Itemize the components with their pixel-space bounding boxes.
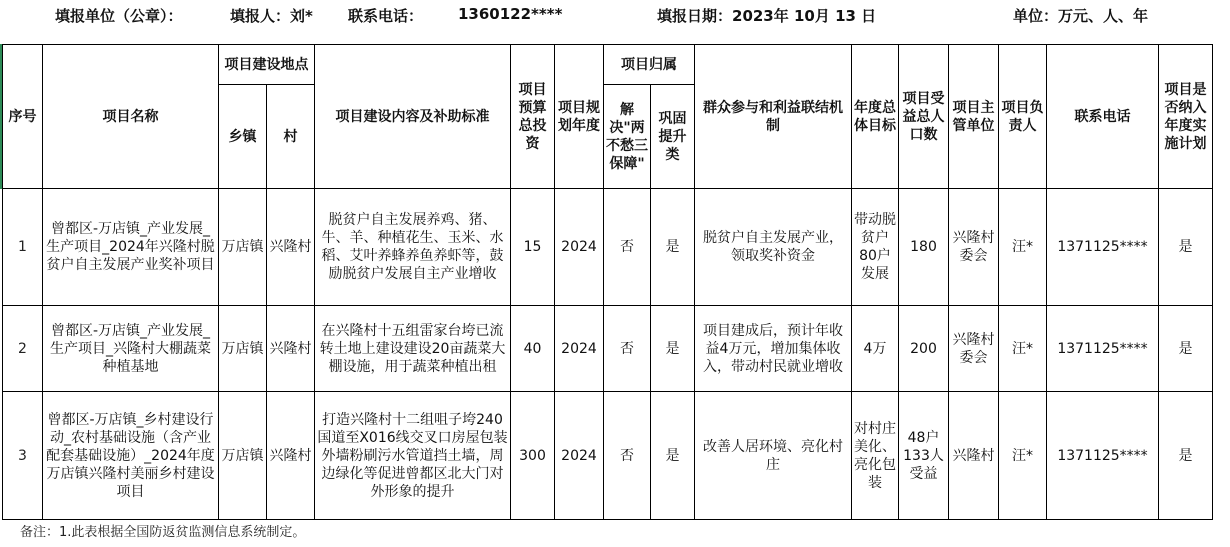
cell-belong-a: 否 [604,189,651,306]
col-person: 项目负责人 [999,45,1047,189]
cell-goal: 带动脱贫户80户发展 [852,189,899,306]
report-header [0,0,1230,30]
table-row [3,392,1213,520]
cell-year: 2024 [555,392,604,520]
col-belong-b: 巩固提升类 [651,85,695,189]
cell-seq: 1 [3,189,43,306]
cell-name: 曾都区-万店镇_产业发展_生产项目_兴隆村大棚蔬菜种植基地 [43,306,219,392]
cell-beneficiaries: 200 [899,306,949,392]
cell-year: 2024 [555,306,604,392]
cell-mechanism: 项目建成后，预计年收益4万元，增加集体收入，带动村民就业增收 [695,306,852,392]
col-content: 项目建设内容及补助标准 [315,45,511,189]
project-table [2,44,1213,520]
col-budget: 项目预算总投资 [511,45,555,189]
col-village: 村 [267,85,315,189]
cell-mechanism: 脱贫户自主发展产业，领取奖补资金 [695,189,852,306]
col-year: 项目规划年度 [555,45,604,189]
report-date: 填报日期：2023年 10月 13 日 [657,7,877,25]
col-belong: 项目归属 [604,45,695,85]
col-town: 乡镇 [219,85,267,189]
table-row [3,189,1213,306]
cell-village: 兴隆村 [267,306,315,392]
cell-dept: 兴隆村 [949,392,999,520]
cell-budget: 15 [511,189,555,306]
cell-town: 万店镇 [219,306,267,392]
cell-content: 打造兴隆村十二组咀子垮240国道至X016线交叉口房屋包装外墙粉刷污水管道挡土墙，周边绿化等促进曾都区北大门对外形象的提升 [315,392,511,520]
cell-annual-plan: 是 [1159,306,1213,392]
col-dept: 项目主管单位 [949,45,999,189]
col-goal: 年度总体目标 [852,45,899,189]
cell-content: 脱贫户自主发展养鸡、猪、牛、羊、种植花生、玉米、水稻、艾叶养蜂养鱼养虾等，鼓励脱贫户发展自主产业增收 [315,189,511,306]
cell-belong-b: 是 [651,189,695,306]
table-row [3,306,1213,392]
cell-beneficiaries: 48户133人受益 [899,392,949,520]
filler-label: 填报人：刘* [230,7,313,25]
cell-person: 汪* [999,392,1047,520]
cell-budget: 300 [511,392,555,520]
unit-label: 填报单位（公章）： [55,7,183,25]
col-beneficiaries: 项目受益总人口数 [899,45,949,189]
col-annual-plan: 项目是否纳入年度实施计划 [1159,45,1213,189]
col-seq: 序号 [3,45,43,189]
cell-name: 曾都区-万店镇_乡村建设行动_农村基础设施（含产业配套基础设施）_2024年度万店镇兴隆村美丽乡村建设项目 [43,392,219,520]
cell-budget: 40 [511,306,555,392]
project-table-sheet [2,44,1213,520]
cell-seq: 2 [3,306,43,392]
cell-belong-a: 否 [604,392,651,520]
col-name: 项目名称 [43,45,219,189]
cell-content: 在兴隆村十五组雷家台垮已流转土地上建设建设20亩蔬菜大棚设施，用于蔬菜种植出租 [315,306,511,392]
cell-village: 兴隆村 [267,392,315,520]
phone-label: 联系电话： [348,7,424,25]
col-phone: 联系电话 [1047,45,1159,189]
cell-mechanism: 改善人居环境、亮化村庄 [695,392,852,520]
cell-goal: 4万 [852,306,899,392]
cell-annual-plan: 是 [1159,189,1213,306]
cell-phone: 1371125**** [1047,392,1159,520]
col-belong-a: 解决"两不愁三保障" [604,85,651,189]
cell-belong-a: 否 [604,306,651,392]
cell-annual-plan: 是 [1159,392,1213,520]
cell-person: 汪* [999,189,1047,306]
cell-dept: 兴隆村委会 [949,189,999,306]
cell-phone: 1371125**** [1047,306,1159,392]
cell-town: 万店镇 [219,392,267,520]
cell-town: 万店镇 [219,189,267,306]
cell-person: 汪* [999,306,1047,392]
cell-village: 兴隆村 [267,189,315,306]
cell-phone: 1371125**** [1047,189,1159,306]
cell-belong-b: 是 [651,392,695,520]
cell-dept: 兴隆村委会 [949,306,999,392]
col-location: 项目建设地点 [219,45,315,85]
cell-year: 2024 [555,189,604,306]
cell-beneficiaries: 180 [899,189,949,306]
col-mechanism: 群众参与和利益联结机制 [695,45,852,189]
footnote: 备注：1.此表根据全国防返贫监测信息系统制定。 [20,525,306,540]
cell-belong-b: 是 [651,306,695,392]
cell-name: 曾都区-万店镇_产业发展_生产项目_2024年兴隆村脱贫户自主发展产业奖补项目 [43,189,219,306]
units-label: 单位：万元、人、年 [1013,7,1149,25]
cell-goal: 对村庄美化、亮化包装 [852,392,899,520]
cell-seq: 3 [3,392,43,520]
phone-value: 1360122**** [458,5,563,23]
